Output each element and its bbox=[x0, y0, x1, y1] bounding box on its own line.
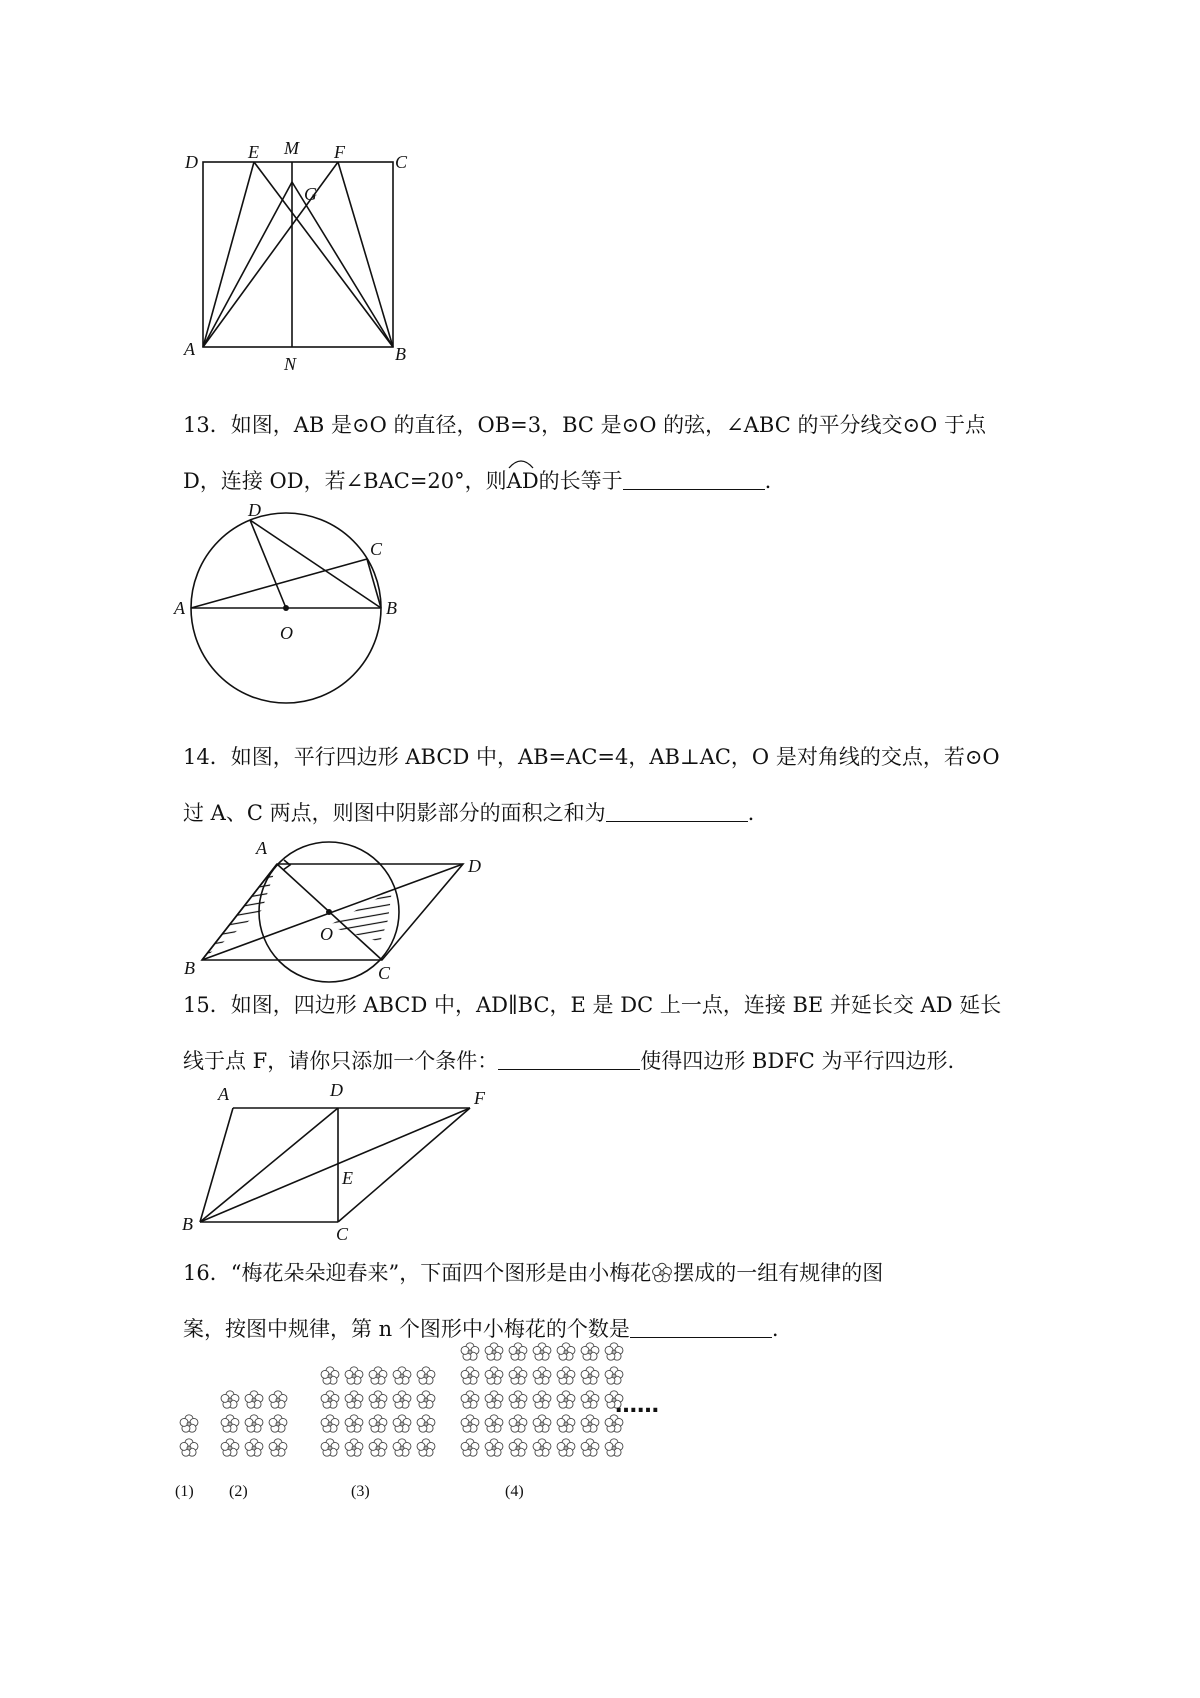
label-d: D bbox=[185, 152, 198, 172]
pattern-label: (2) bbox=[229, 1483, 248, 1500]
plum-flower-icon bbox=[461, 1415, 479, 1432]
plum-flower-icon bbox=[393, 1367, 411, 1384]
plum-flower-icon bbox=[221, 1391, 239, 1408]
plum-flower-icon bbox=[605, 1343, 623, 1360]
plum-flower-icon bbox=[461, 1367, 479, 1384]
label-f: F bbox=[474, 1088, 485, 1108]
plum-flower-icon bbox=[581, 1367, 599, 1384]
plum-flower-icon bbox=[369, 1367, 387, 1384]
plum-flower-icon bbox=[345, 1415, 363, 1432]
figure-quadrilateral-bdfc bbox=[180, 1080, 500, 1244]
label-b: B bbox=[386, 598, 397, 618]
label-c: C bbox=[378, 963, 391, 983]
label-c: C bbox=[395, 152, 408, 172]
pattern-label: (3) bbox=[351, 1483, 370, 1500]
plum-flower-icon bbox=[321, 1415, 339, 1432]
label-m: M bbox=[284, 138, 299, 158]
label-c: C bbox=[336, 1224, 349, 1244]
plum-flower-icon bbox=[485, 1343, 503, 1360]
plum-flower-icon bbox=[180, 1415, 198, 1432]
plum-flower-icon bbox=[605, 1439, 623, 1456]
plum-flower-icon bbox=[321, 1391, 339, 1408]
label-b: B bbox=[182, 1214, 193, 1234]
plum-flower-icon bbox=[221, 1439, 239, 1456]
plum-flower-icon bbox=[557, 1391, 575, 1408]
plum-flower-icon bbox=[369, 1439, 387, 1456]
plum-flower-icon bbox=[461, 1343, 479, 1360]
label-a: A bbox=[218, 1084, 229, 1104]
label-a: A bbox=[174, 598, 185, 618]
plum-flower-icon bbox=[581, 1439, 599, 1456]
label-d: D bbox=[248, 500, 261, 520]
plum-flower-icon bbox=[509, 1343, 527, 1360]
plum-flower-icon bbox=[417, 1367, 435, 1384]
plum-flower-icon bbox=[245, 1439, 263, 1456]
pattern-label: (4) bbox=[505, 1483, 524, 1500]
plum-flower-icon bbox=[417, 1415, 435, 1432]
plum-flower-icon bbox=[485, 1367, 503, 1384]
plum-flower-icon bbox=[509, 1415, 527, 1432]
q13-line-2: D，连接 OD，若∠BAC=20°，则 AD的长等于 . bbox=[183, 466, 771, 496]
label-n: N bbox=[284, 354, 297, 374]
plum-flower-icon bbox=[605, 1367, 623, 1384]
plum-flower-icon bbox=[321, 1439, 339, 1456]
pattern-label: (1) bbox=[175, 1483, 194, 1500]
figure-parallelogram-circle bbox=[180, 838, 540, 983]
plum-flower-icon bbox=[581, 1343, 599, 1360]
arc-ad: AD bbox=[507, 466, 539, 496]
plum-flower-icon bbox=[461, 1439, 479, 1456]
plum-flower-icon bbox=[393, 1415, 411, 1432]
plum-flower-icon bbox=[557, 1439, 575, 1456]
q13-text-b: 的长等于 bbox=[538, 469, 623, 493]
q16-line-1: 16．“梅花朵朵迎春来”，下面四个图形是由小梅花 摆成的一组有规律的图 bbox=[183, 1261, 884, 1285]
plum-flower-icon bbox=[485, 1391, 503, 1408]
plum-flower-icon bbox=[533, 1343, 551, 1360]
q16-line-2: 案，按图中规律，第 n 个图形中小梅花的个数是 . bbox=[183, 1317, 779, 1341]
plum-flower-icon bbox=[581, 1391, 599, 1408]
q13-line-1: 13．如图，AB 是⊙O 的直径，OB=3，BC 是⊙O 的弦，∠ABC 的平分线交⊙O 于点 bbox=[183, 413, 986, 437]
q15-line-2: 线于点 F，请你只添加一个条件： 使得四边形 BDFC 为平行四边形. bbox=[183, 1049, 955, 1073]
plum-flower-icon bbox=[345, 1439, 363, 1456]
label-a: A bbox=[256, 838, 267, 858]
label-g: G bbox=[304, 184, 317, 204]
plum-flower-icon bbox=[417, 1391, 435, 1408]
plum-flower-icon bbox=[369, 1415, 387, 1432]
plum-flower-icon bbox=[533, 1367, 551, 1384]
plum-flower-icon bbox=[533, 1439, 551, 1456]
plum-flower-icon bbox=[269, 1439, 287, 1456]
plum-flower-icon bbox=[321, 1367, 339, 1384]
q13-text-a: D，连接 OD，若∠BAC=20°，则 bbox=[183, 469, 507, 493]
label-o: O bbox=[280, 623, 293, 643]
plum-flower-icon bbox=[461, 1391, 479, 1408]
q15-line-1: 15．如图，四边形 ABCD 中，AD∥BC，E 是 DC 上一点，连接 BE 并延长交 AD 延长 bbox=[183, 993, 1002, 1017]
plum-flower-icon bbox=[509, 1439, 527, 1456]
plum-flower-icon bbox=[369, 1391, 387, 1408]
label-b: B bbox=[184, 958, 195, 978]
label-f: F bbox=[334, 142, 345, 162]
label-d: D bbox=[468, 856, 481, 876]
plum-flower-icon bbox=[557, 1415, 575, 1432]
plum-flower-icon bbox=[245, 1391, 263, 1408]
label-e: E bbox=[248, 142, 259, 162]
q14-line-1: 14．如图，平行四边形 ABCD 中，AB=AC=4，AB⊥AC，O 是对角线的交点，若⊙O bbox=[183, 745, 1000, 769]
answer-blank-13[interactable] bbox=[623, 469, 765, 490]
plum-flower-icon bbox=[221, 1415, 239, 1432]
plum-flower-icon bbox=[509, 1391, 527, 1408]
plum-flower-icon bbox=[269, 1415, 287, 1432]
plum-flower-icon bbox=[509, 1367, 527, 1384]
label-c: C bbox=[370, 539, 383, 559]
flower-patterns bbox=[175, 1350, 735, 1500]
answer-blank-16[interactable] bbox=[630, 1317, 772, 1338]
q14-line-2: 过 A、C 两点，则图中阴影部分的面积之和为 . bbox=[183, 801, 755, 825]
plum-flower-icon bbox=[485, 1439, 503, 1456]
plum-flower-icon bbox=[180, 1439, 198, 1456]
plum-flower-icon bbox=[533, 1391, 551, 1408]
label-b: B bbox=[395, 344, 406, 364]
figure-square-abcd bbox=[180, 138, 420, 390]
plum-flower-icon bbox=[345, 1367, 363, 1384]
plum-flower-icon bbox=[245, 1415, 263, 1432]
figure-circle-o bbox=[174, 500, 420, 725]
label-o: O bbox=[320, 924, 333, 944]
plum-flower-icon bbox=[581, 1415, 599, 1432]
plum-flower-icon bbox=[393, 1439, 411, 1456]
answer-blank-14[interactable] bbox=[606, 801, 748, 822]
plum-flower-icon bbox=[533, 1415, 551, 1432]
answer-blank-15[interactable] bbox=[498, 1049, 640, 1070]
label-d: D bbox=[330, 1080, 343, 1100]
plum-flower-icon bbox=[557, 1367, 575, 1384]
plum-flower-icon bbox=[345, 1391, 363, 1408]
plum-flower-icon bbox=[557, 1343, 575, 1360]
label-a: A bbox=[184, 339, 195, 359]
plum-flower-icon bbox=[393, 1391, 411, 1408]
plum-flower-icon bbox=[651, 1262, 673, 1284]
ellipsis: …… bbox=[615, 1393, 659, 1418]
label-e: E bbox=[342, 1168, 353, 1188]
plum-flower-icon bbox=[485, 1415, 503, 1432]
plum-flower-icon bbox=[417, 1439, 435, 1456]
plum-flower-icon bbox=[269, 1391, 287, 1408]
